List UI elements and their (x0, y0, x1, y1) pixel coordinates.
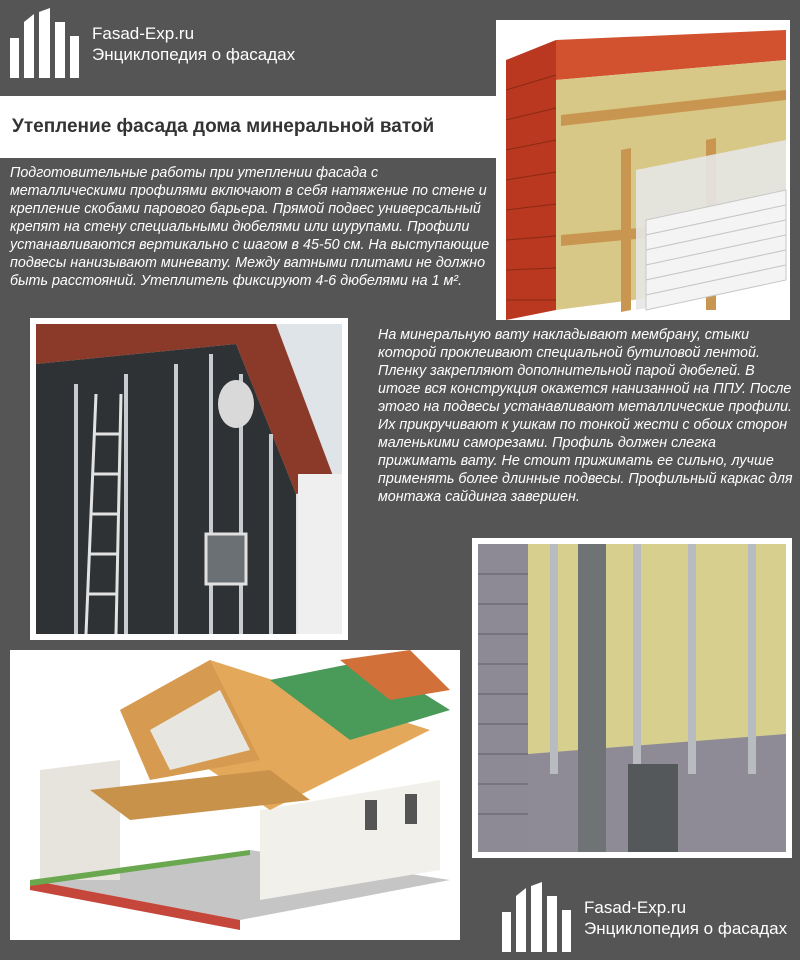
header-logo[interactable] (8, 8, 295, 80)
site-name: Fasad-Exp.ru (92, 23, 195, 43)
footer-site-subtitle: Энциклопедия о фасадах (584, 919, 788, 938)
building-logo-icon (8, 8, 82, 80)
paragraph-1: Подготовительные работы при утеплении фасада с металлическими профилями включают в себя натяжение по стене и крепление скобами парового барьера. Прямой подвес универсальный крепят на стену специальными дюбелями или шурупами. Профили устанавливаются вертикально с шагом в 45-50 см. На выступающие подвесы нанизывают миневату. Между ватными плитами не должно быть расстояний. Утеплитель фиксируют 4-6 дюбелями на 1 м². (10, 165, 490, 289)
footer-site-name: Fasad-Exp.ru (584, 897, 687, 917)
paragraph-2: На минеральную вату накладывают мембрану, стыки которой проклеивают специальной бутиловой лентой. Пленку закрепляют дополнительной парой дюбелей. В итоге вся конструкция окажется нанизанной на ППУ. После этого на подвесы устанавливают металлические профили. Их прикручивают к ушкам по тонкой жести с обоих сторон маленькими саморезами. Профиль должен слегка прижимать вату. Не стоит прижимать ее сильно, лучше применять более длинные подвесы. Профильный каркас для монтажа сайдинга завершен. (378, 327, 793, 505)
house-cutaway-image (10, 650, 460, 940)
title-band (0, 96, 496, 158)
footer-logo[interactable] (500, 882, 787, 954)
house-profiles-photo (30, 318, 348, 640)
wall-cross-section-image (496, 20, 790, 320)
building-logo-icon (500, 882, 574, 954)
wool-siding-photo (472, 538, 792, 858)
site-subtitle: Энциклопедия о фасадах (92, 45, 296, 64)
page-title: Утепление фасада дома минеральной ватой (12, 116, 435, 137)
